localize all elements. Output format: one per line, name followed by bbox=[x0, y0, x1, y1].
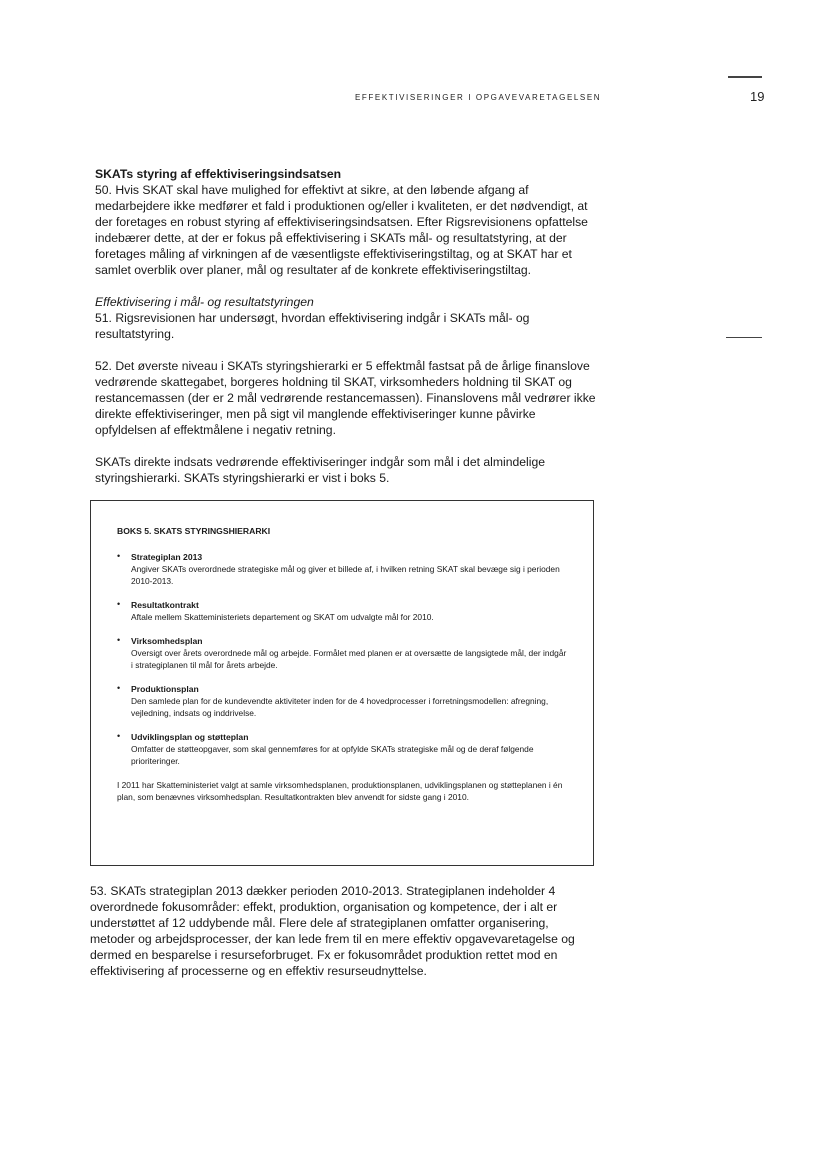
list-item bbox=[117, 635, 567, 671]
list-item bbox=[117, 683, 567, 719]
paragraph-50: 50. Hvis SKAT skal have mulighed for effektivt at sikre, at den løbende afgang af medarbejdere ikke medfører et fald i produktionen og/eller i kvaliteten, er det nødvendigt, at der foretages en robust styring af effektiviseringsindsatsen. Efter Rigsrevisionens opfattelse indebærer dette, at der er fokus på effektivisering i SKATs mål- og resultatstyring, at der foretages måling af virkningen af de væsentligste effektiviseringstiltag, og at SKAT har et samlet overblik over planer, mål og resultater af de konkrete effektiviseringstiltag. bbox=[95, 183, 588, 277]
box-5 bbox=[90, 500, 594, 866]
list-item bbox=[117, 731, 567, 767]
box-note: I 2011 har Skatteministeriet valgt at samle virksomhedsplanen, produktionsplanen, udviklingsplanen og støtteplanen i én plan, som benævnes virksomhedsplan. Resultatkontrakten blev anvendt for sidste gang i 2010. bbox=[117, 780, 563, 802]
main-content bbox=[95, 167, 599, 486]
margin-mark bbox=[726, 337, 762, 338]
section-heading: SKATs styring af effektiviseringsindsatsen bbox=[95, 167, 342, 181]
item-description: Den samlede plan for de kundevendte aktiviteter inden for de 4 hovedprocesser i forretningsmodellen: afregning, vejledning, indsats og inddrivelse. bbox=[131, 696, 549, 718]
page-number: 19 bbox=[750, 89, 765, 104]
item-title: Virksomhedsplan bbox=[131, 636, 203, 646]
corner-mark bbox=[728, 76, 762, 78]
running-header: EFFEKTIVISERINGER I OPGAVEVARETAGELSEN bbox=[355, 93, 602, 102]
paragraph-53: 53. SKATs strategiplan 2013 dækker perioden 2010-2013. Strategiplanen indeholder 4 overordnede fokusområder: effekt, produktion, organisation og kompetence, der i alt er understøttet af 12 uddybende mål. Flere dele af strategiplanen omfatter organisering, metoder og arbejdsprocesser, der kan lede frem til en mere effektiv opgavevaretagelse og dermed en besparelse i resurseforbruget. Fx er fokusområdet produktion rettet mod en effektivisering af processerne og en effektiv resurseudnyttelse. bbox=[90, 884, 575, 978]
paragraph-hierarchy: SKATs direkte indsats vedrørende effektiviseringer indgår som mål i det almindelige styringshierarki. SKATs styringshierarki er vist i boks 5. bbox=[95, 455, 546, 485]
bullet-icon: • bbox=[117, 551, 121, 561]
list-item bbox=[117, 599, 567, 623]
item-title: Udviklingsplan og støtteplan bbox=[131, 732, 249, 742]
bullet-icon: • bbox=[117, 731, 121, 741]
subheading: Effektivisering i mål- og resultatstyringen bbox=[95, 295, 314, 309]
box-list bbox=[117, 551, 567, 767]
item-title: Produktionsplan bbox=[131, 684, 199, 694]
item-description: Omfatter de støtteopgaver, som skal gennemføres for at opfylde SKATs strategiske mål og de deraf følgende prioriteringer. bbox=[131, 744, 534, 766]
box-title: BOKS 5. SKATS STYRINGSHIERARKI bbox=[117, 526, 271, 536]
item-description: Aftale mellem Skatteministeriets departement og SKAT om udvalgte mål for 2010. bbox=[131, 612, 434, 622]
paragraph-52: 52. Det øverste niveau i SKATs styringshierarki er 5 effektmål fastsat på de årlige finanslove vedrørende skattegabet, borgeres holdning til SKAT, virksomheders holdning til SKAT og restancemassen (der er 2 mål vedrørende restancemassen). Finanslovens mål vedrører ikke direkte effektiviseringer, men på sigt vil manglende effektiviseringer kunne påvirke opfyldelsen af effektmålene i negativ retning. bbox=[95, 359, 596, 437]
item-title: Resultatkontrakt bbox=[131, 600, 199, 610]
item-description: Angiver SKATs overordnede strategiske mål og giver et billede af, i hvilken retning SKAT skal bevæge sig i perioden 2010-2013. bbox=[131, 564, 560, 586]
bullet-icon: • bbox=[117, 635, 121, 645]
bullet-icon: • bbox=[117, 599, 121, 609]
list-item bbox=[117, 551, 567, 587]
after-box-content bbox=[90, 883, 595, 979]
item-title: Strategiplan 2013 bbox=[131, 552, 203, 562]
paragraph-51: 51. Rigsrevisionen har undersøgt, hvordan effektivisering indgår i SKATs mål- og resultatstyring. bbox=[95, 311, 530, 341]
bullet-icon: • bbox=[117, 683, 121, 693]
item-description: Oversigt over årets overordnede mål og arbejde. Formålet med planen er at oversætte de langsigtede mål, der indgår i strategiplanen til mål for årets arbejde. bbox=[131, 648, 567, 670]
